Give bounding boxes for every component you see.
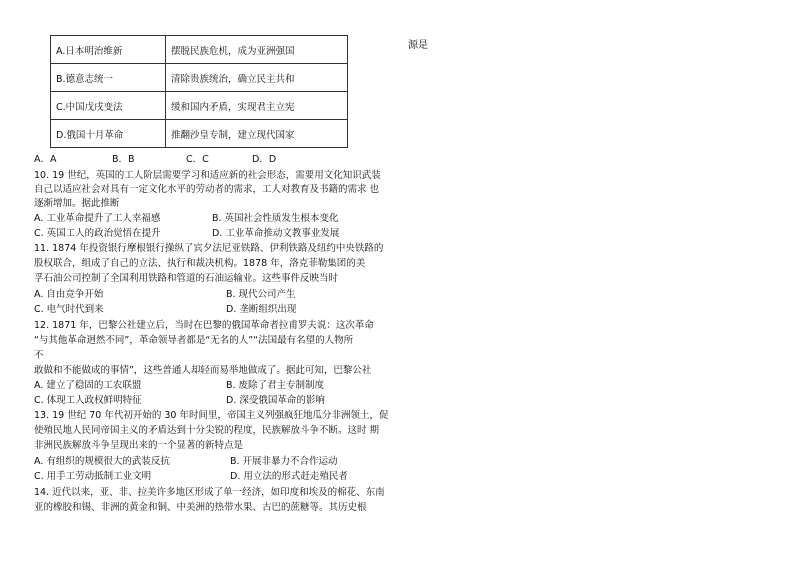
q9-option-d: D．D xyxy=(252,154,277,165)
q13-line: 使殖民地人民同帝国主义的矛盾达到十分尖锐的程度，民族解放斗争不断。这时 期 xyxy=(34,425,380,436)
q13-option-c: C. 用手工劳动抵制工业文明 xyxy=(34,471,152,482)
side-note: 源是 xyxy=(408,40,428,51)
q10-option-d: D. 工业革命推动文教事业发展 xyxy=(212,228,340,239)
table-row xyxy=(51,120,348,148)
q10-line: 10. 19 世纪，英国的工人阶层需要学习和适应新的社会形态，需要用文化知识武装 xyxy=(34,170,381,181)
q12-option-d: D. 深受俄国革命的影响 xyxy=(226,395,325,406)
table-cell-result: 推翻沙皇专制，建立现代国家 xyxy=(166,120,348,148)
table-cell-result: 摆脱民族危机，成为亚洲强国 xyxy=(166,36,348,64)
table-cell-event: B.德意志统一 xyxy=(51,64,166,92)
q12-option-b: B. 废除了君主专制制度 xyxy=(226,380,325,391)
table-cell-result: 缓和国内矛盾，实现君主立宪 xyxy=(166,92,348,120)
q11-option-d: D. 垄断组织出现 xyxy=(226,304,297,315)
table-cell-event: D.俄国十月革命 xyxy=(51,120,166,148)
q10-line: 自己以适应社会对具有一定文化水平的劳动者的需求，工人对教育及书籍的需求 也 xyxy=(34,184,380,195)
options-table xyxy=(50,35,348,148)
q12-line: “与其他革命迥然不同”，革命领导者都是“无名的人”“法国最有名望的人物所 xyxy=(34,335,354,346)
q10-option-b: B. 英国社会性质发生根本变化 xyxy=(212,213,339,224)
q14-line: 14. 近代以来，亚、非、拉美许多地区形成了单一经济，如印度和埃及的棉花、东南 xyxy=(34,487,385,498)
q9-option-a: A．A xyxy=(34,154,57,165)
q9-option-c: C．C xyxy=(186,154,209,165)
q13-option-a: A. 有组织的规模很大的武装反抗 xyxy=(34,456,170,467)
q11-line: 孚石油公司控制了全国利用铁路和管道的石油运输业。这些事件反映当时 xyxy=(34,273,339,284)
table-row xyxy=(51,64,348,92)
q11-option-b: B. 现代公司产生 xyxy=(226,289,296,300)
q13-option-d: D. 用立法的形式赶走殖民者 xyxy=(230,471,348,482)
table-cell-event: A.日本明治维新 xyxy=(51,36,166,64)
q13-line: 13. 19 世纪 70 年代初开始的 30 年时间里，帝国主义列强疯狂地瓜分非洲领土，促 xyxy=(34,410,389,421)
q10-option-c: C. 英国工人的政治觉悟在提升 xyxy=(34,228,161,239)
q10-option-a: A. 工业革命提升了工人幸福感 xyxy=(34,213,161,224)
q14-line: 亚的橡胶和锡、非洲的黄金和铜、中美洲的热带水果、古巴的蔗糖等。其历史根 xyxy=(34,502,367,513)
q12-option-c: C. 体现工人政权鲜明特征 xyxy=(34,395,142,406)
q12-line: 不 xyxy=(34,350,44,361)
q11-line: 股权联合，组成了自己的立法、执行和裁决机构。1878 年，洛克菲勒集团的美 xyxy=(34,258,366,269)
table-row xyxy=(51,36,348,64)
q12-line: 敢做和不能做成的事情”，这些普通人却轻而易举地做成了。据此可知，巴黎公社 xyxy=(34,365,372,376)
q11-line: 11. 1874 年投资银行摩根银行操纵了宾夕法尼亚铁路、伊利铁路及纽约中央铁路的 xyxy=(34,243,384,254)
q9-option-b: B．B xyxy=(112,154,135,165)
q13-option-b: B. 开展非暴力不合作运动 xyxy=(230,456,338,467)
table-cell-result: 清除贵族统治，确立民主共和 xyxy=(166,64,348,92)
q13-line: 非洲民族解放斗争呈现出来的一个显著的新特点是 xyxy=(34,440,244,451)
q12-option-a: A. 建立了稳固的工农联盟 xyxy=(34,380,142,391)
q10-line: 逐渐增加。据此推断 xyxy=(34,198,120,209)
table-cell-event: C.中国戊戌变法 xyxy=(51,92,166,120)
q11-option-a: A. 自由竞争开始 xyxy=(34,289,104,300)
q12-line: 12. 1871 年，巴黎公社建立后，当时在巴黎的俄国革命者拉甫罗夫说：这次革命 xyxy=(34,320,374,331)
table-row xyxy=(51,92,348,120)
q11-option-c: C. 电气时代到来 xyxy=(34,304,104,315)
